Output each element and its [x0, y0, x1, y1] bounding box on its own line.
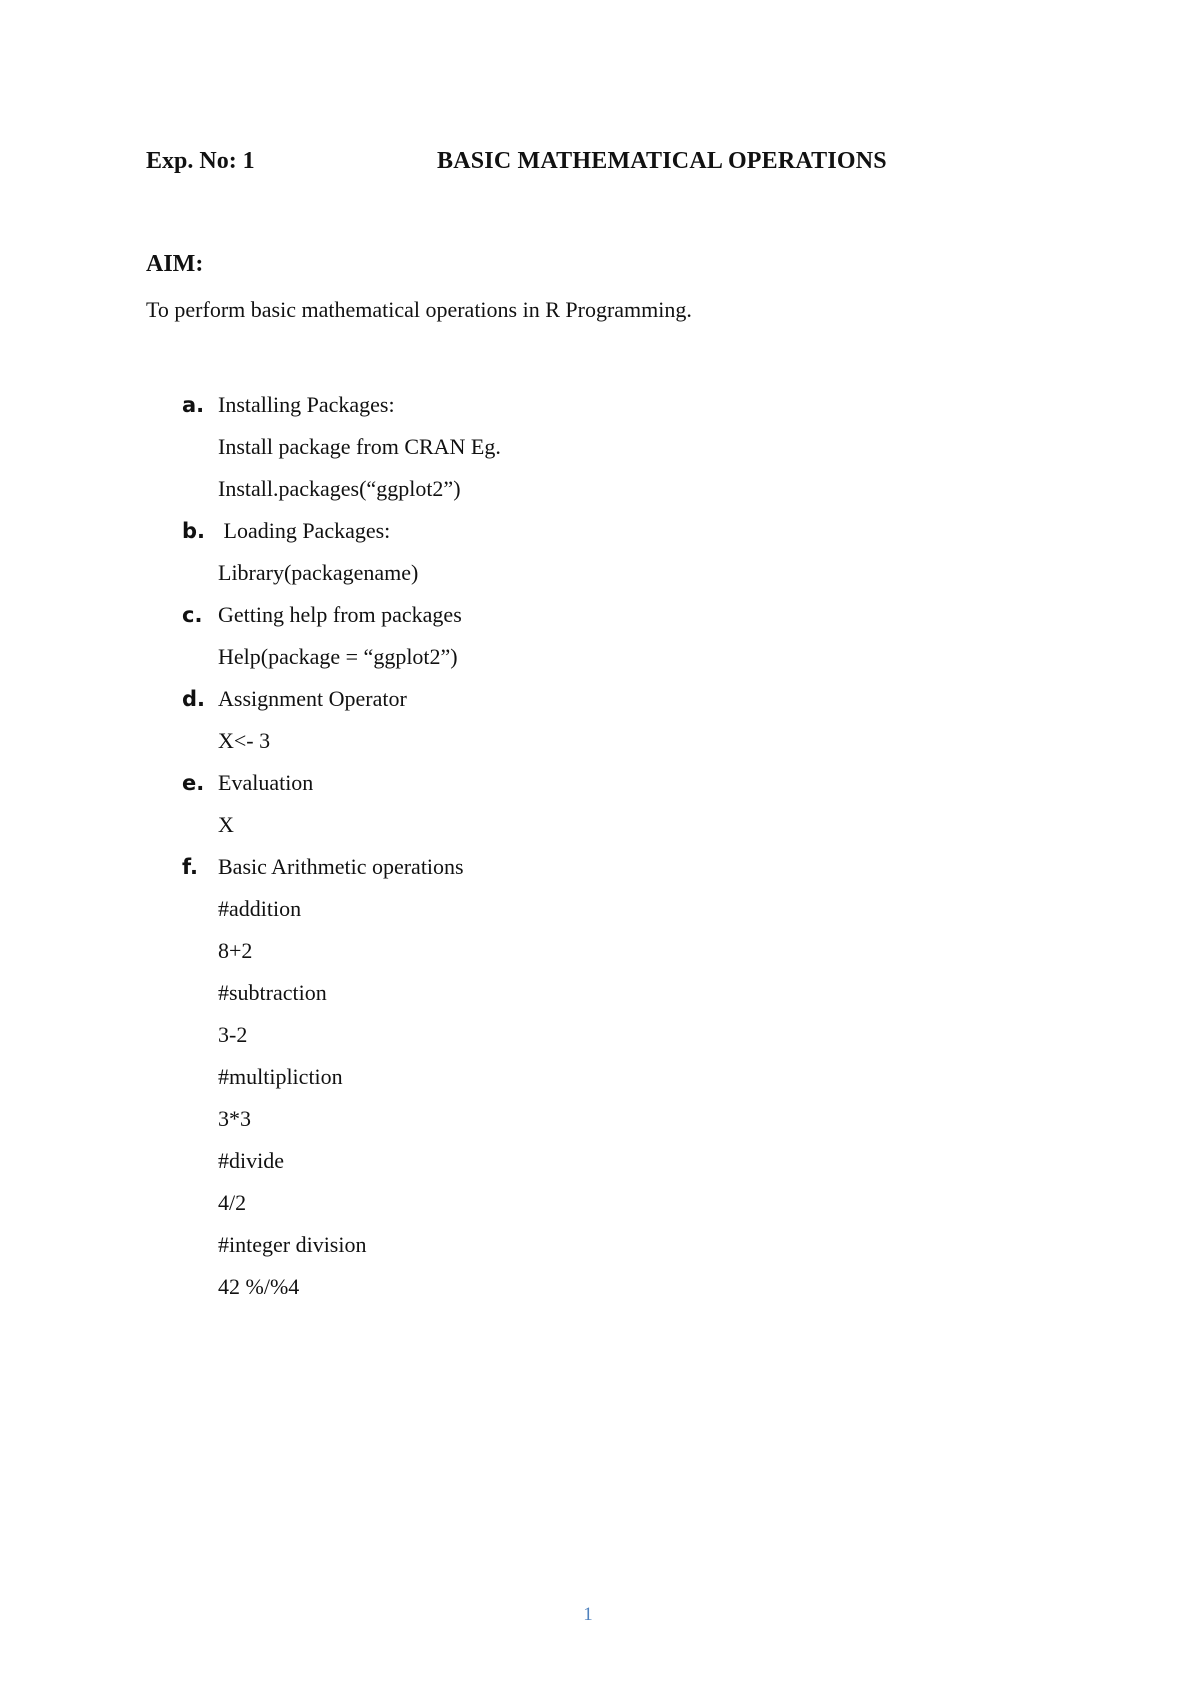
list-item-line	[182, 972, 1082, 1014]
code-comment: #multipliction	[218, 1064, 343, 1089]
list-item-heading: Basic Arithmetic operations	[218, 854, 464, 879]
page-header	[146, 144, 1146, 178]
list-item-getting-help	[182, 594, 1082, 636]
code-line: 3*3	[218, 1106, 251, 1131]
list-item-assignment-operator	[182, 678, 1082, 720]
list-item-line	[182, 720, 1082, 762]
list-item-heading: Assignment Operator	[218, 686, 407, 711]
list-marker: c.	[182, 603, 203, 627]
list-item-line	[182, 1056, 1082, 1098]
experiment-number: Exp. No: 1	[146, 148, 255, 174]
code-comment: #subtraction	[218, 980, 327, 1005]
list-marker: f.	[182, 855, 198, 879]
page-number: 1	[583, 1604, 593, 1625]
list-marker: b.	[182, 519, 206, 543]
page-title: BASIC MATHEMATICAL OPERATIONS	[437, 148, 887, 174]
list-item-line	[182, 426, 1082, 468]
aim-heading: AIM:	[146, 251, 204, 277]
list-item-evaluation	[182, 762, 1082, 804]
list-item-line	[182, 1140, 1082, 1182]
list-item-line	[182, 1014, 1082, 1056]
list-item-line	[182, 930, 1082, 972]
list-item-line	[182, 1098, 1082, 1140]
list-item-text: Install package from CRAN Eg.	[218, 434, 501, 459]
code-line: 42 %/%4	[218, 1274, 300, 1299]
list-item-loading-packages	[182, 510, 1082, 552]
code-comment: #addition	[218, 896, 302, 921]
list-marker: e.	[182, 771, 205, 795]
list-item-heading: Getting help from packages	[218, 602, 462, 627]
list-item-line	[182, 888, 1082, 930]
code-line: Library(packagename)	[218, 560, 419, 585]
list-item-line	[182, 1182, 1082, 1224]
list-item-installing-packages	[182, 384, 1082, 426]
code-line: Install.packages(“ggplot2”)	[218, 476, 461, 501]
code-line: 4/2	[218, 1190, 247, 1215]
list-item-line	[182, 804, 1082, 846]
list-marker: d.	[182, 687, 206, 711]
list-item-line	[182, 636, 1082, 678]
code-line: X	[218, 812, 234, 837]
code-line: 3-2	[218, 1022, 248, 1047]
list-item-heading: Installing Packages:	[218, 392, 395, 417]
code-line: Help(package = “ggplot2”)	[218, 644, 458, 669]
list-item-line	[182, 468, 1082, 510]
list-item-heading: Loading Packages:	[218, 518, 391, 543]
list-marker: a.	[182, 393, 205, 417]
list-item-line	[182, 1266, 1082, 1308]
code-line: 8+2	[218, 938, 253, 963]
list-item-line	[182, 552, 1082, 594]
code-comment: #divide	[218, 1148, 284, 1173]
list-item-arithmetic-operations	[182, 846, 1082, 888]
list-item-heading: Evaluation	[218, 770, 314, 795]
code-comment: #integer division	[218, 1232, 367, 1257]
list-item-line	[182, 1224, 1082, 1266]
aim-text: To perform basic mathematical operations in R Programming.	[146, 297, 692, 322]
code-line: X<- 3	[218, 728, 271, 753]
procedure-list	[182, 384, 1082, 1308]
